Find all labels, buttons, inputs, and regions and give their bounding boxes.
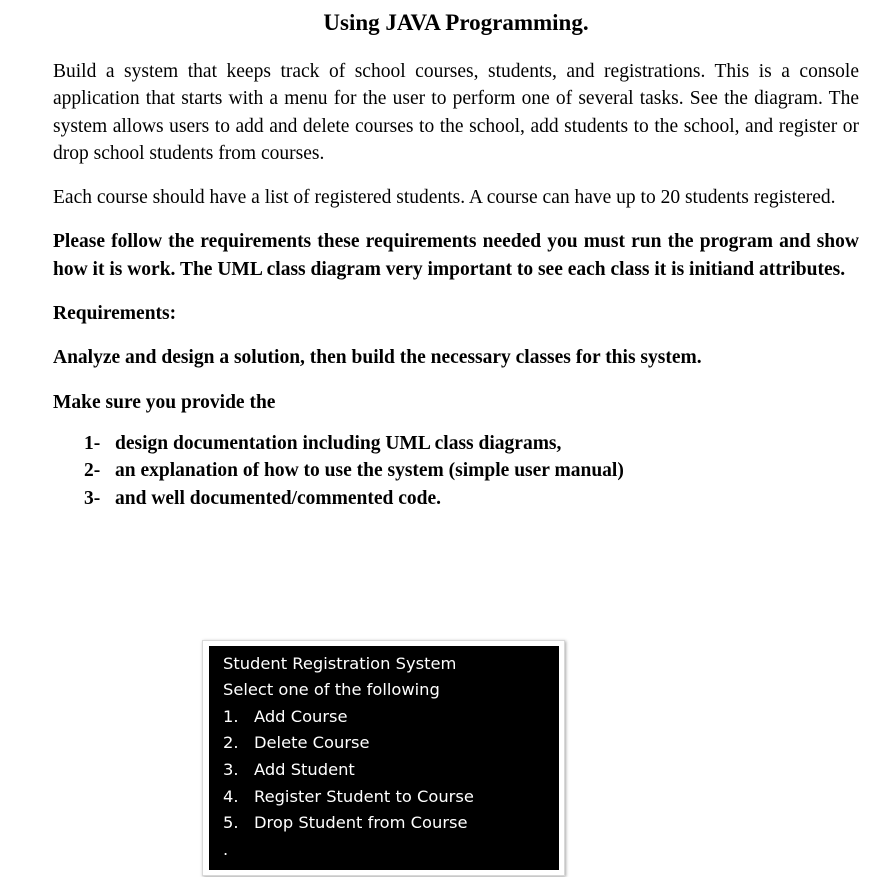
- list-item-number: 2-: [84, 460, 101, 482]
- console-option-label: Register Student to Course: [254, 787, 474, 806]
- console-option-label: Add Course: [254, 707, 348, 726]
- console-option-number: 1.: [223, 707, 239, 726]
- list-item-text: and well documented/commented code.: [115, 487, 442, 509]
- console-option: [223, 707, 348, 726]
- console-menu-diagram: [209, 646, 559, 870]
- list-item-number: 3-: [84, 487, 101, 509]
- console-header: Student Registration System: [223, 654, 457, 673]
- list-item: [84, 485, 859, 512]
- instructions-paragraph: Please follow the requirements these requirements needed you must run the program and show how it is work. The UML class diagram very important to see each class it is initiand attributes.: [53, 231, 859, 280]
- list-item: [84, 457, 859, 484]
- console-ellipsis: .: [223, 840, 229, 859]
- console-option-number: 5.: [223, 813, 239, 832]
- provide-paragraph: Make sure you provide the: [53, 391, 276, 413]
- list-item: [84, 430, 859, 457]
- console-option: [223, 760, 355, 779]
- console-option: [223, 733, 370, 752]
- list-item-text: design documentation including UML class diagrams,: [115, 432, 562, 454]
- list-item-text: an explanation of how to use the system (simple user manual): [115, 460, 624, 482]
- document-body: [53, 58, 859, 512]
- console-option-label: Drop Student from Course: [254, 813, 468, 832]
- console-option: [223, 787, 474, 806]
- courses-paragraph: Each course should have a list of registered students. A course can have up to 20 students registered.: [53, 187, 836, 209]
- console-option-number: 4.: [223, 787, 239, 806]
- console-option-label: Add Student: [254, 760, 355, 779]
- intro-paragraph: Build a system that keeps track of school courses, students, and registrations. This is a console application that starts with a menu for the user to perform one of several tasks. See the diagram. The system allows users to add and delete courses to the school, add students to the school, and register or drop school students from courses.: [53, 61, 859, 164]
- page-title: Using JAVA Programming.: [323, 10, 589, 35]
- console-option-number: 3.: [223, 760, 239, 779]
- analyze-paragraph: Analyze and design a solution, then build the necessary classes for this system.: [53, 347, 702, 369]
- console-option-label: Delete Course: [254, 733, 370, 752]
- console-prompt: Select one of the following: [223, 680, 440, 699]
- console-option-number: 2.: [223, 733, 239, 752]
- requirements-heading: Requirements:: [53, 303, 177, 325]
- list-item-number: 1-: [84, 432, 101, 454]
- requirements-list: [53, 430, 859, 512]
- console-option: [223, 813, 468, 832]
